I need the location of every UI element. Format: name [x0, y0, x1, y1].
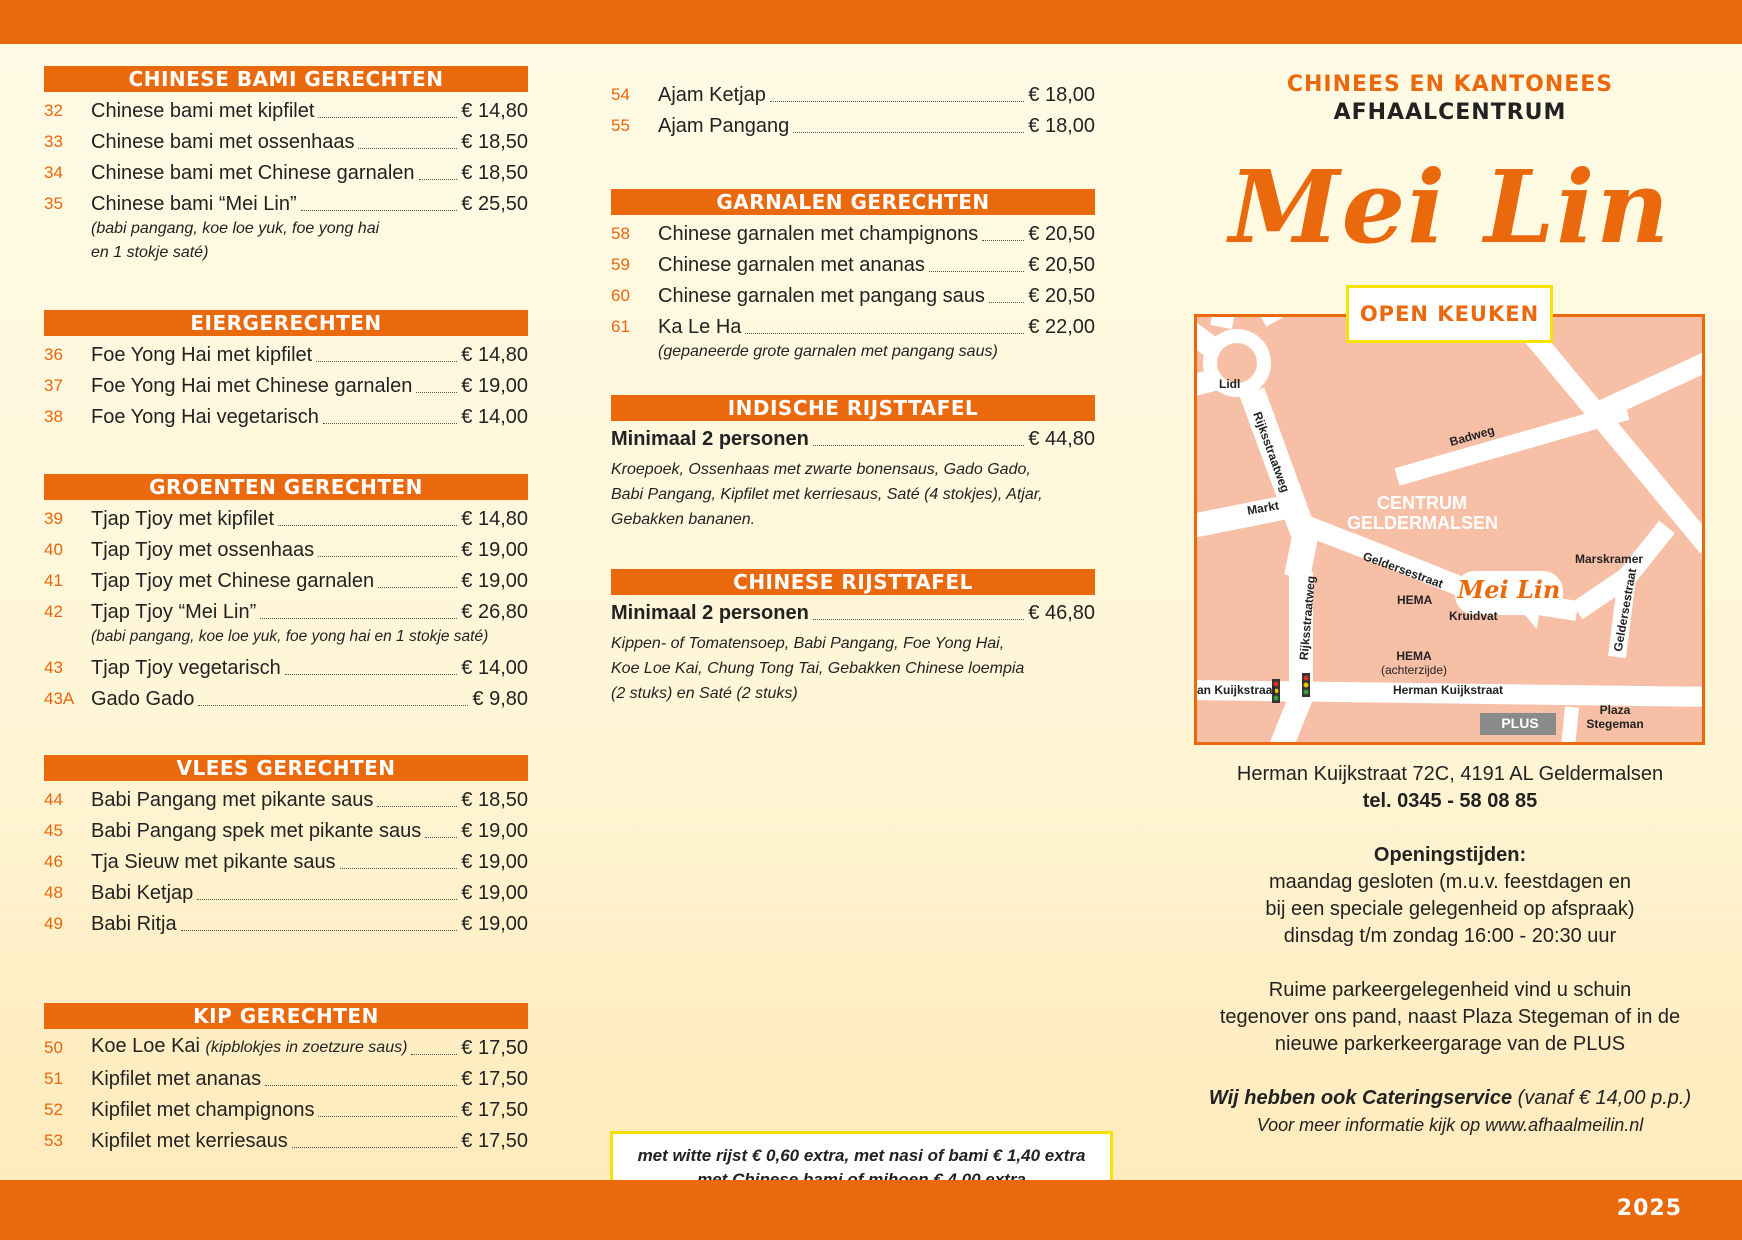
item-number: 32	[44, 101, 63, 120]
item-price: € 18,50	[461, 789, 528, 811]
section-title: CHINESE RIJSTTAFEL	[611, 569, 1095, 595]
leader-dots	[301, 210, 458, 211]
item-price: € 14,80	[461, 508, 528, 530]
rijsttafel-desc: Kippen- of Tomatensoep, Babi Pangang, Foe Yong Hai,	[611, 635, 1005, 652]
item-name	[91, 161, 415, 185]
map-label: Rijksstraatweg	[1296, 575, 1319, 661]
item-name-text: Babi Pangang spek met pikante saus	[91, 820, 422, 842]
map-label-hema	[1369, 649, 1459, 677]
traffic-light-icon	[1302, 673, 1310, 697]
map-label: Geldersestraat	[1361, 549, 1445, 591]
item-name-text: Kipfilet met kerriesaus	[91, 1130, 288, 1152]
item-name	[91, 819, 421, 843]
item-name-text: Ajam Pangang	[658, 115, 790, 137]
leader-dots	[198, 705, 468, 706]
item-name	[91, 538, 314, 562]
address: Herman Kuijkstraat 72C, 4191 AL Geldermalsen	[1236, 763, 1664, 785]
leader-dots	[378, 587, 457, 588]
map-label: Marskramer	[1575, 552, 1644, 566]
item-name	[91, 881, 193, 905]
leader-dots	[292, 1147, 458, 1148]
map-pin-label: Mei Lin	[1457, 575, 1561, 604]
menu-item	[44, 336, 528, 367]
leader-dots	[813, 619, 1024, 620]
menu-item	[44, 1060, 528, 1091]
item-number: 39	[44, 509, 63, 528]
leader-dots	[197, 899, 457, 900]
item-number: 41	[44, 571, 63, 590]
menu-item	[44, 367, 528, 398]
menu-item	[611, 107, 1095, 138]
map-label-centrum	[1347, 493, 1497, 533]
item-number: 42	[44, 602, 63, 621]
item-name	[91, 1034, 407, 1060]
item-number: 43	[44, 658, 63, 677]
menu-item	[44, 1091, 528, 1122]
leader-dots	[340, 868, 458, 869]
map-label: CENTRUM	[1377, 493, 1467, 513]
section-chinees	[611, 569, 1095, 706]
parking-line: tegenover ons pand, naast Plaza Stegeman of in de	[1219, 1006, 1681, 1028]
item-price: € 25,50	[461, 193, 528, 215]
item-name-text: Foe Yong Hai met kipfilet	[91, 344, 313, 366]
menu-item	[44, 680, 528, 711]
item-price: € 14,80	[461, 100, 528, 122]
map-label: Lidl	[1219, 377, 1241, 391]
leader-dots	[416, 392, 457, 393]
leader-dots	[793, 132, 1024, 133]
menu-item	[44, 905, 528, 936]
item-price: € 19,00	[461, 570, 528, 592]
item-name	[658, 83, 766, 107]
item-name	[91, 374, 412, 398]
menu-item	[44, 154, 528, 185]
item-name	[91, 405, 319, 429]
item-price: € 19,00	[461, 882, 528, 904]
map-label: Rijksstraatweg	[1250, 409, 1293, 495]
map-label: Plaza	[1599, 703, 1631, 717]
item-name-text: Tjap Tjoy “Mei Lin”	[91, 601, 257, 623]
item-name-text: Tja Sieuw met pikante saus	[91, 851, 336, 873]
item-number: 35	[44, 194, 63, 213]
menu-item	[44, 649, 528, 680]
leader-dots	[323, 423, 457, 424]
website-line: Voor meer informatie kijk op www.afhaalmeilin.nl	[1256, 1115, 1644, 1135]
item-name-text: Tjap Tjoy met kipfilet	[91, 508, 275, 530]
leader-dots	[318, 117, 457, 118]
leader-dots	[745, 333, 1024, 334]
item-name	[658, 315, 741, 339]
item-number: 45	[44, 821, 63, 840]
item-price: € 20,50	[1028, 254, 1095, 276]
rijsttafel-desc: Koe Loe Kai, Chung Tong Tai, Gebakken Chinese loempia	[611, 660, 1025, 677]
section-eier	[44, 310, 528, 429]
item-name: Minimaal 2 personen	[611, 602, 809, 624]
item-number: 60	[611, 286, 630, 305]
menu-item	[611, 215, 1095, 246]
item-name	[658, 114, 789, 138]
item-note: (babi pangang, koe loe yuk, foe yong hai en 1 stokje saté)	[91, 628, 489, 645]
item-number: 61	[611, 317, 630, 336]
item-price: € 9,80	[472, 688, 528, 710]
item-price: € 18,00	[1028, 115, 1095, 137]
leader-dots	[318, 556, 457, 557]
map-label-plaza	[1575, 703, 1655, 731]
leader-dots	[982, 240, 1024, 241]
map-label: HEMA	[1397, 593, 1433, 607]
hours-line: bij een speciale gelegenheid op afspraak)	[1265, 898, 1635, 920]
item-name	[658, 253, 925, 277]
leader-dots	[989, 302, 1024, 303]
hours-line: maandag gesloten (m.u.v. feestdagen en	[1268, 871, 1632, 893]
item-number: 50	[44, 1038, 63, 1057]
map-label: Geldersestraat	[1610, 567, 1640, 653]
phone: tel. 0345 - 58 08 85	[1362, 790, 1538, 812]
item-name	[91, 99, 314, 123]
item-price: € 26,80	[461, 601, 528, 623]
item-number: 59	[611, 255, 630, 274]
item-name-text: Tjap Tjoy met ossenhaas	[91, 539, 315, 561]
leader-dots	[316, 361, 457, 362]
item-price: € 14,00	[461, 657, 528, 679]
menu-item	[611, 277, 1095, 308]
section-title: GROENTEN GERECHTEN	[44, 474, 528, 500]
item-price: € 18,00	[1028, 84, 1095, 106]
item-name	[91, 1067, 261, 1091]
section-title: CHINESE BAMI GERECHTEN	[44, 66, 528, 92]
item-price: € 20,50	[1028, 223, 1095, 245]
parking-line: nieuwe parkerkeergarage van de PLUS	[1274, 1033, 1626, 1055]
section-title: KIP GERECHTEN	[44, 1003, 528, 1029]
map-label: HEMA	[1396, 649, 1432, 663]
item-price: € 44,80	[1028, 428, 1095, 450]
item-name-text: Babi Ritja	[91, 913, 177, 935]
menu-item	[44, 843, 528, 874]
section-vlees	[44, 755, 528, 936]
item-number: 51	[44, 1069, 63, 1088]
item-name: Minimaal 2 personen	[611, 428, 809, 450]
rijsttafel-desc: Babi Pangang, Kipfilet met kerriesaus, Saté (4 stokjes), Atjar,	[611, 486, 1043, 503]
item-number: 33	[44, 132, 63, 151]
map-label: an Kuijkstraat	[1197, 683, 1277, 697]
leader-dots	[358, 148, 457, 149]
leader-dots	[278, 525, 457, 526]
menu-item	[611, 308, 1095, 339]
item-price: € 19,00	[461, 913, 528, 935]
item-name	[658, 284, 985, 308]
map-label: Herman Kuijkstraat	[1393, 683, 1504, 697]
item-name-text: Kipfilet met champignons	[91, 1099, 315, 1121]
rijsttafel-desc: (2 stuks) en Saté (2 stuks)	[611, 685, 798, 702]
menu-item	[611, 246, 1095, 277]
item-name-text: Chinese bami “Mei Lin”	[91, 193, 297, 215]
item-price: € 19,00	[461, 539, 528, 561]
item-name-text: Babi Pangang met pikante saus	[91, 789, 374, 811]
section-kip	[44, 1003, 528, 1153]
item-number: 46	[44, 852, 63, 871]
item-name	[91, 656, 281, 680]
leader-dots	[411, 1054, 457, 1055]
item-number: 36	[44, 345, 63, 364]
item-name-text: Foe Yong Hai vegetarisch	[91, 406, 319, 428]
item-price: € 19,00	[461, 820, 528, 842]
item-price: € 18,50	[461, 162, 528, 184]
leader-dots	[929, 271, 1024, 272]
section-garnalen	[611, 189, 1095, 364]
menu-item	[44, 398, 528, 429]
map-label: PLUS	[1501, 715, 1539, 731]
menu-item	[44, 185, 528, 216]
item-name	[91, 1098, 314, 1122]
leader-dots	[813, 445, 1024, 446]
location-map	[1194, 314, 1705, 745]
section-groenten	[44, 474, 528, 711]
item-name-text: Babi Ketjap	[91, 882, 194, 904]
item-price: € 18,50	[461, 131, 528, 153]
item-note: (babi pangang, koe loe yuk, foe yong hai	[91, 220, 380, 237]
map-label: Stegeman	[1586, 717, 1644, 731]
rijsttafel-desc: Kroepoek, Ossenhaas met zwarte bonensaus, Gado Gado,	[611, 461, 1031, 478]
item-number: 52	[44, 1100, 63, 1119]
item-name-text: Kipfilet met ananas	[91, 1068, 262, 1090]
item-name-text: Gado Gado	[91, 688, 195, 710]
section-title: GARNALEN GERECHTEN	[611, 189, 1095, 215]
catering-line	[1190, 1085, 1710, 1112]
brand-subtitle: CHINEES EN KANTONEES	[1286, 72, 1614, 97]
rijsttafel-row	[611, 595, 1095, 625]
section-title: INDISCHE RIJSTTAFEL	[611, 395, 1095, 421]
logo: Mei Lin	[1228, 148, 1672, 266]
item-name	[91, 912, 177, 936]
item-number: 37	[44, 376, 63, 395]
item-number: 53	[44, 1131, 63, 1150]
leader-dots	[181, 930, 458, 931]
menu-item	[44, 593, 528, 624]
item-price: € 20,50	[1028, 285, 1095, 307]
leader-dots	[265, 1085, 457, 1086]
item-name-text: Tjap Tjoy met Chinese garnalen	[91, 570, 375, 592]
item-number: 44	[44, 790, 63, 809]
item-name	[91, 192, 297, 216]
leader-dots	[770, 101, 1024, 102]
item-number: 40	[44, 540, 63, 559]
item-name-text: Chinese garnalen met champignons	[658, 223, 979, 245]
catering-label: Wij hebben ook Cateringservice	[1208, 1087, 1513, 1109]
item-price: € 22,00	[1028, 316, 1095, 338]
section-ajam	[611, 76, 1095, 138]
item-price: € 17,50	[461, 1068, 528, 1090]
bottom-bar	[0, 1180, 1742, 1240]
item-name-text: Tjap Tjoy vegetarisch	[91, 657, 281, 679]
item-number: 34	[44, 163, 63, 182]
year-label: 2025	[1616, 1196, 1682, 1221]
item-number: 43A	[44, 689, 75, 708]
leader-dots	[425, 837, 457, 838]
item-name-text: Ka Le Ha	[658, 316, 742, 338]
item-number: 55	[611, 116, 630, 135]
item-number: 49	[44, 914, 63, 933]
item-price: € 19,00	[461, 851, 528, 873]
item-name-text: Chinese garnalen met ananas	[658, 254, 925, 276]
item-name	[91, 687, 194, 711]
open-keuken-badge: OPEN KEUKEN	[1346, 285, 1553, 343]
item-name-text: Ajam Ketjap	[658, 84, 766, 106]
item-name-text: Chinese garnalen met pangang saus	[658, 285, 985, 307]
parking-line: Ruime parkeergelegenheid vind u schuin	[1268, 979, 1632, 1001]
item-name	[91, 600, 256, 624]
menu-item	[44, 1122, 528, 1153]
item-name	[91, 1129, 288, 1153]
section-title: EIERGERECHTEN	[44, 310, 528, 336]
item-price: € 17,50	[461, 1037, 528, 1059]
leader-dots	[419, 179, 458, 180]
item-name-text: Koe Loe Kai	[91, 1035, 200, 1057]
item-number: 38	[44, 407, 63, 426]
menu-item	[44, 812, 528, 843]
item-name	[91, 343, 312, 367]
menu-item	[44, 531, 528, 562]
map-label: Markt	[1246, 498, 1280, 518]
item-name	[91, 850, 336, 874]
item-name-text: Chinese bami met Chinese garnalen	[91, 162, 415, 184]
item-price: € 14,00	[461, 406, 528, 428]
rijsttafel-row	[611, 421, 1095, 451]
menu-item	[44, 562, 528, 593]
section-indisch	[611, 395, 1095, 532]
hours-line: dinsdag t/m zondag 16:00 - 20:30 uur	[1283, 925, 1617, 947]
item-price: € 19,00	[461, 375, 528, 397]
item-name	[91, 788, 373, 812]
section-bami	[44, 66, 528, 265]
item-name	[91, 569, 374, 593]
menu-item	[44, 1029, 528, 1060]
item-price: € 17,50	[461, 1130, 528, 1152]
brand-type: AFHAALCENTRUM	[1333, 100, 1567, 125]
leader-dots	[377, 806, 457, 807]
leader-dots	[260, 618, 457, 619]
item-price: € 14,80	[461, 344, 528, 366]
item-name-text: Foe Yong Hai met Chinese garnalen	[91, 375, 413, 397]
menu-item	[44, 500, 528, 531]
leader-dots	[318, 1116, 457, 1117]
map-label: GELDERMALSEN	[1347, 513, 1499, 533]
menu-item	[611, 76, 1095, 107]
map-label: Badweg	[1447, 422, 1497, 450]
rijsttafel-desc: Gebakken bananen.	[611, 511, 756, 528]
item-number: 58	[611, 224, 630, 243]
item-number: 54	[611, 85, 630, 104]
item-name	[658, 222, 978, 246]
item-note: en 1 stokje saté)	[91, 244, 209, 261]
item-note: (gepaneerde grote garnalen met pangang saus)	[658, 343, 998, 360]
extras-line: met witte rijst € 0,60 extra, met nasi of bami € 1,40 extra	[637, 1146, 1086, 1165]
item-name	[91, 507, 274, 531]
menu-item	[44, 123, 528, 154]
item-name	[91, 130, 354, 154]
leader-dots	[285, 674, 458, 675]
section-title: VLEES GERECHTEN	[44, 755, 528, 781]
item-price: € 46,80	[1028, 602, 1095, 624]
menu-item	[44, 92, 528, 123]
hours-title: Openingstijden:	[1373, 844, 1527, 866]
top-bar	[0, 0, 1742, 44]
item-name-text: Chinese bami met ossenhaas	[91, 131, 355, 153]
catering-price: (vanaf € 14,00 p.p.)	[1517, 1087, 1692, 1109]
map-label: (achterzijde)	[1380, 663, 1448, 677]
item-subtitle: (kipblokjes in zoetzure saus)	[205, 1039, 408, 1056]
map-label: Kruidvat	[1449, 609, 1498, 623]
item-price: € 17,50	[461, 1099, 528, 1121]
item-name-text: Chinese bami met kipfilet	[91, 100, 315, 122]
menu-item	[44, 781, 528, 812]
menu-item	[44, 874, 528, 905]
item-number: 48	[44, 883, 63, 902]
